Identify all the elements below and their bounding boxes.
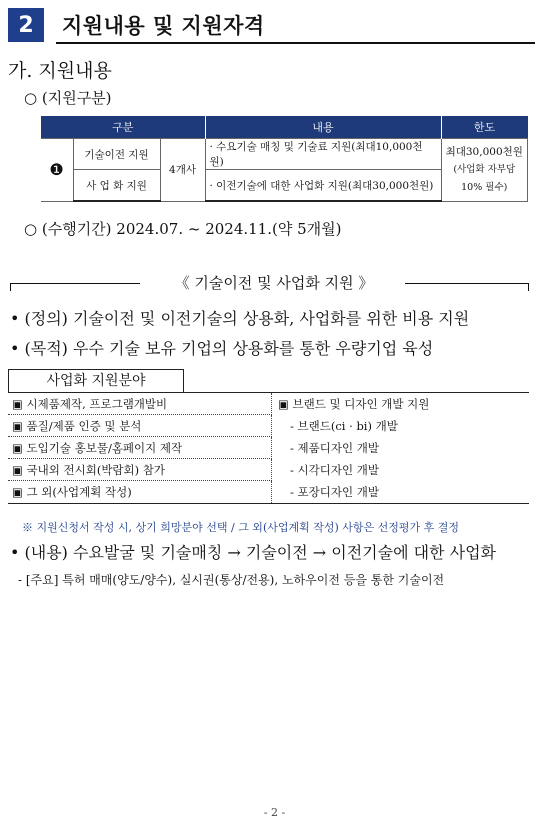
field-right: ▣ 브랜드 및 디자인 개발 지원 bbox=[278, 397, 430, 411]
limit-cell bbox=[441, 139, 528, 202]
page-number: - 2 - bbox=[263, 806, 286, 819]
title-rule-right bbox=[405, 283, 529, 284]
header-content: 내용 bbox=[205, 116, 441, 139]
list-item bbox=[8, 459, 529, 481]
bullet-content: • (내용) 수요발굴 및 기술매칭 → 기술이전 → 이전기술에 대한 사업화 bbox=[10, 543, 496, 562]
field-right: - 시각디자인 개발 bbox=[290, 463, 379, 477]
row-number: ❶ bbox=[41, 139, 74, 202]
title-rule-left bbox=[10, 283, 140, 284]
field-left: ▣ 시제품제작, 프로그램개발비 bbox=[8, 393, 272, 415]
bracket-left bbox=[10, 283, 11, 291]
type-cell: 기술이전 지원 bbox=[73, 139, 160, 170]
bracket-right bbox=[528, 283, 529, 291]
field-left: ▣ 국내외 전시회(박람회) 참가 bbox=[8, 459, 272, 481]
content-cell: · 수요기술 매칭 및 기술료 지원(최대10,000천원) bbox=[205, 139, 441, 170]
list-item bbox=[8, 393, 529, 415]
table-header-row bbox=[41, 116, 528, 139]
period-label: ○ (수행기간) 2024.07. ~ 2024.11.(약 5개월) bbox=[24, 220, 342, 238]
field-left: ▣ 품질/제품 인증 및 분석 bbox=[8, 415, 272, 437]
field-right: - 포장디자인 개발 bbox=[290, 485, 379, 499]
table-row bbox=[41, 139, 528, 170]
section-underline bbox=[56, 42, 535, 44]
header-gubun: 구분 bbox=[41, 116, 206, 139]
header-limit: 한도 bbox=[441, 116, 528, 139]
support-type-label: ○ (지원구분) bbox=[24, 89, 112, 107]
limit-main: 최대30,000천원 bbox=[445, 145, 523, 158]
content-cell: · 이전기술에 대한 사업화 지원(최대30,000천원) bbox=[205, 170, 441, 202]
list-item bbox=[8, 481, 529, 503]
limit-sub2: 10% 필수) bbox=[461, 181, 508, 193]
field-left: ▣ 도입기술 홍보물/홈페이지 제작 bbox=[8, 437, 272, 459]
section-title: 지원내용 및 지원자격 bbox=[62, 14, 265, 38]
sub-item-main: - [주요] 특허 매매(양도/양수), 실시권(통상/전용), 노하우이전 등을 통한 기술이전 bbox=[18, 573, 445, 587]
box-title: 《 기술이전 및 사업화 지원 》 bbox=[174, 274, 374, 292]
sub-heading: 가. 지원내용 bbox=[8, 60, 112, 82]
type-cell: 사 업 화 지원 bbox=[73, 170, 160, 202]
list-item bbox=[8, 437, 529, 459]
support-table bbox=[40, 116, 528, 202]
section-number-badge: 2 bbox=[8, 8, 44, 42]
bullet-purpose: • (목적) 우수 기술 보유 기업의 상용화를 통한 우량기업 육성 bbox=[10, 339, 434, 358]
fields-grid bbox=[8, 392, 529, 504]
selection-note: ※ 지원신청서 작성 시, 상기 희망분야 선택 / 그 외(사업계획 작성) 사항은 선정평가 후 결정 bbox=[22, 521, 460, 534]
bullet-definition: • (정의) 기술이전 및 이전기술의 상용화, 사업화를 위한 비용 지원 bbox=[10, 309, 470, 328]
fields-label: 사업화 지원분야 bbox=[8, 369, 184, 393]
count-cell: 4개사 bbox=[160, 139, 205, 202]
field-right: - 브랜드(ci · bi) 개발 bbox=[290, 419, 398, 433]
limit-sub1: (사업화 자부담 bbox=[453, 163, 516, 175]
field-right: - 제품디자인 개발 bbox=[290, 441, 379, 455]
list-item bbox=[8, 415, 529, 437]
field-left: ▣ 그 외(사업계획 작성) bbox=[8, 481, 272, 503]
